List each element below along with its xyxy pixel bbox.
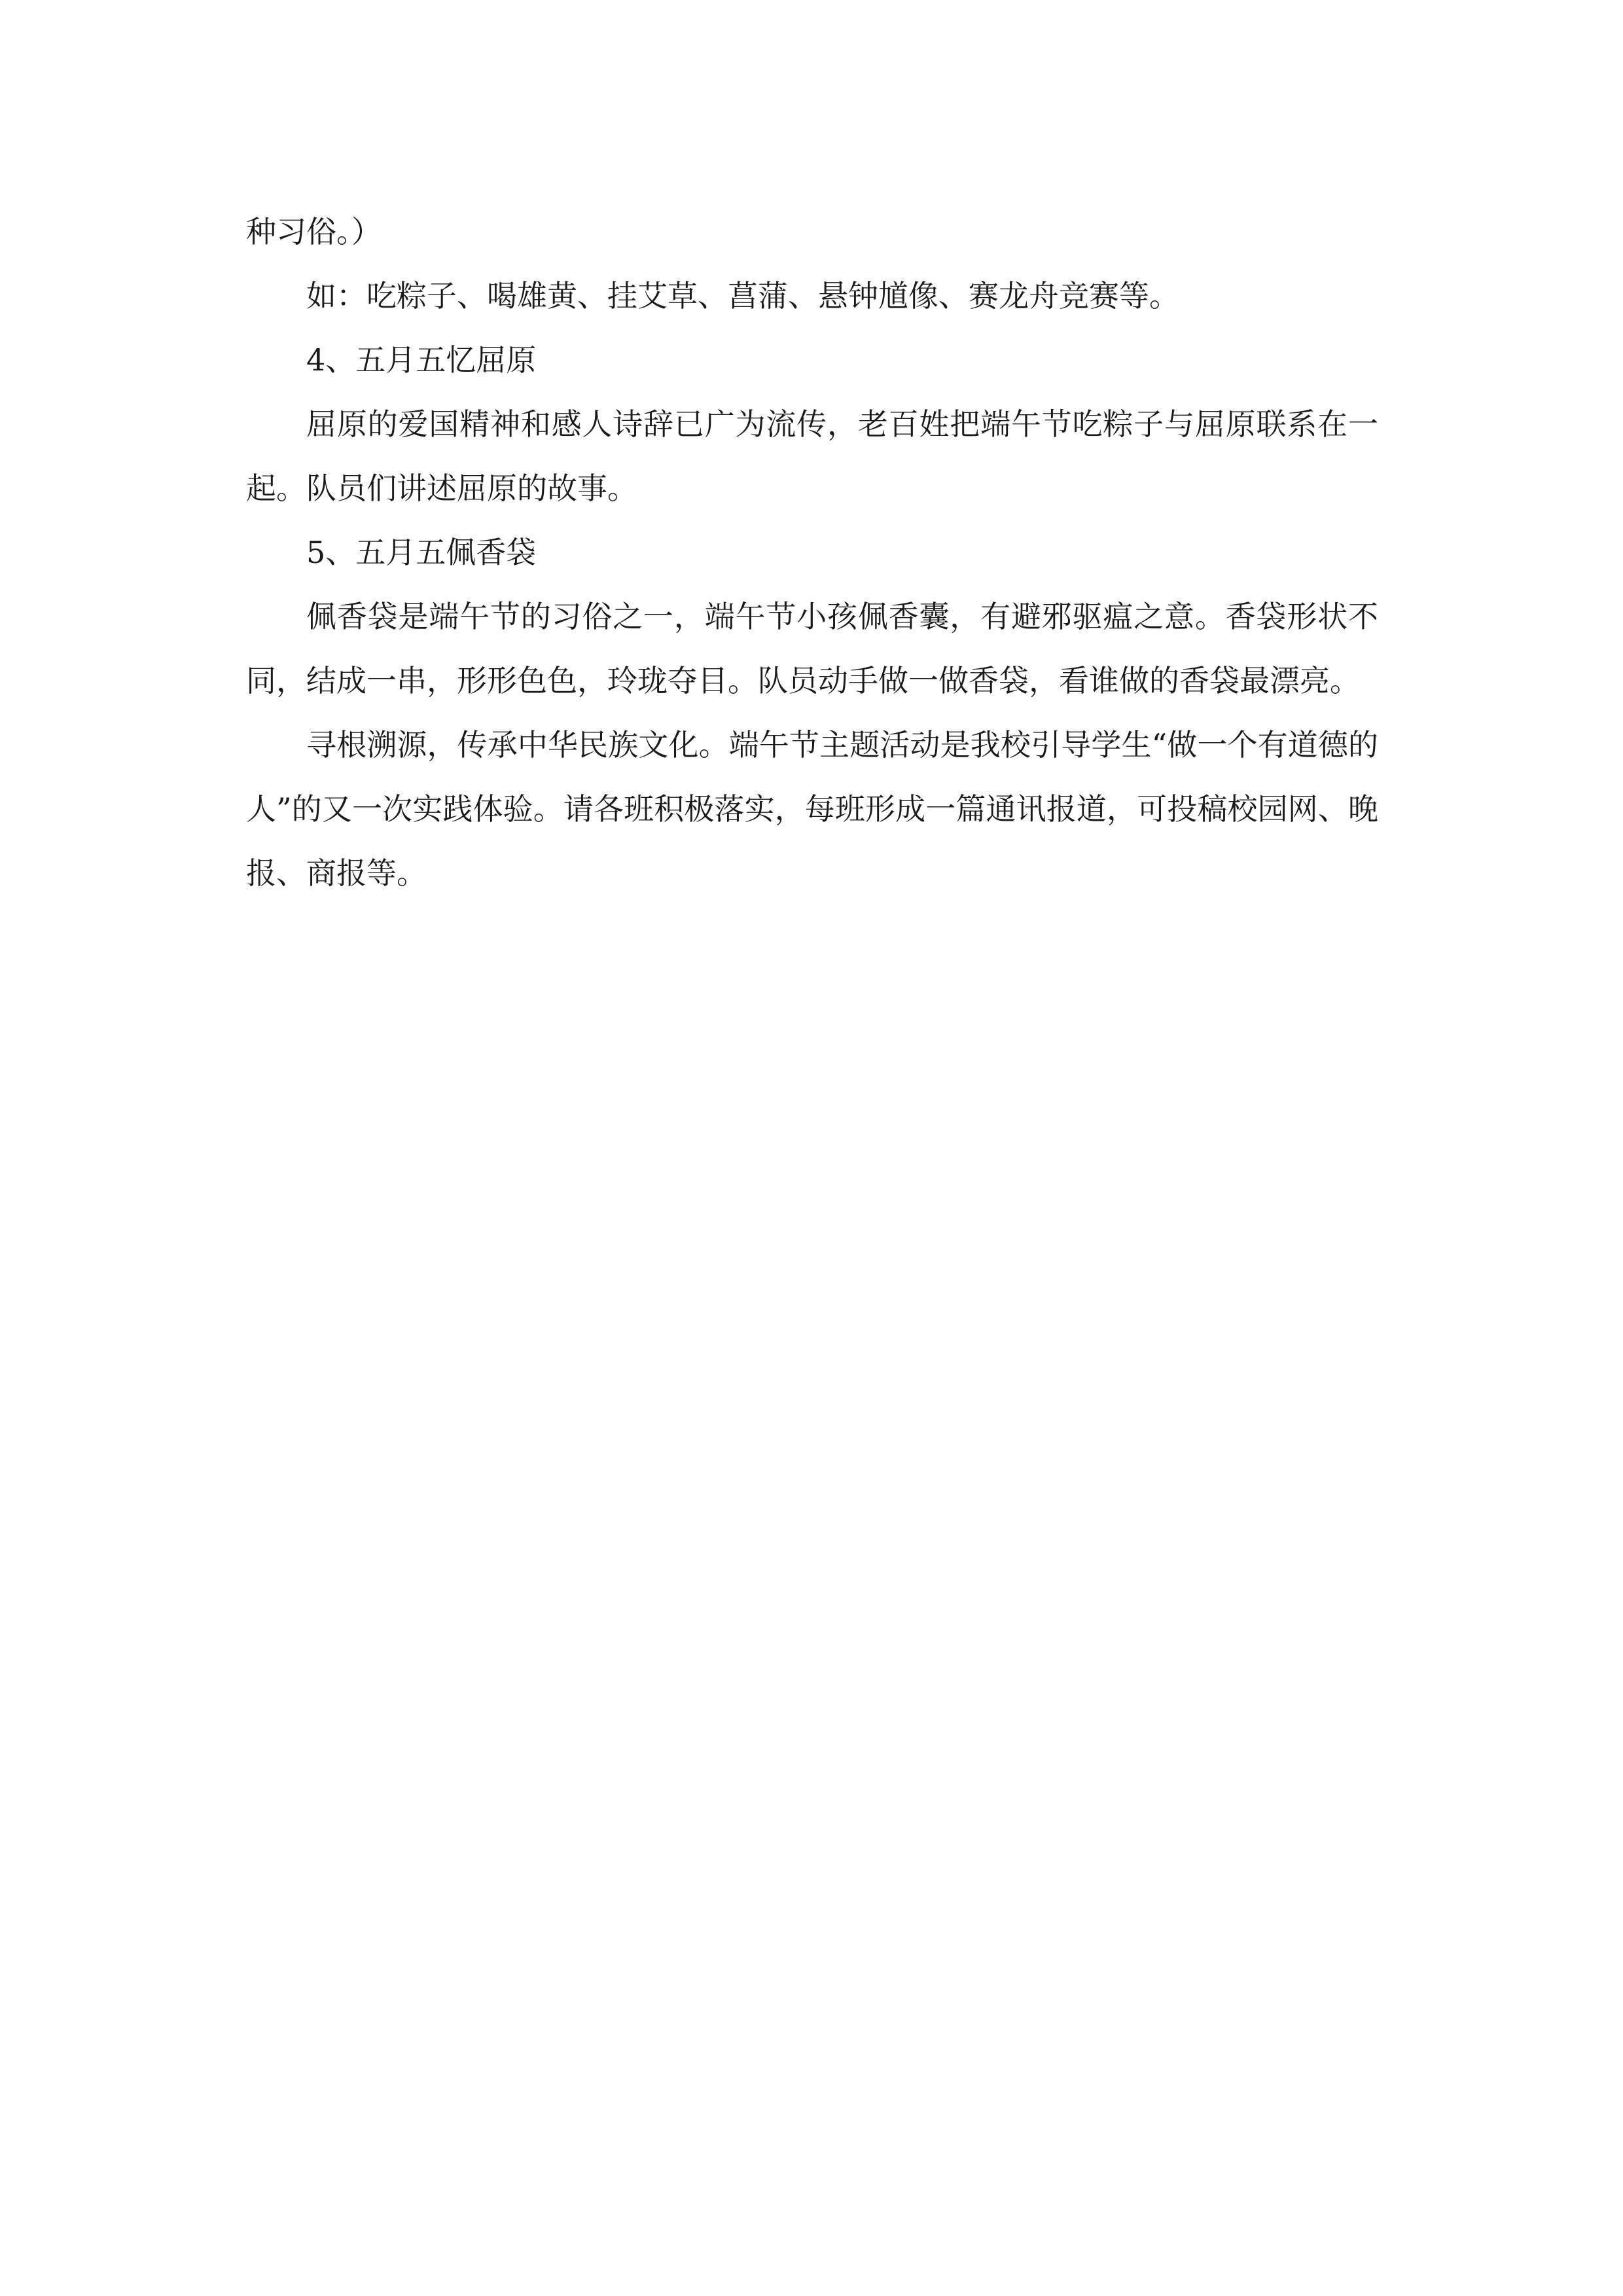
paragraph-qu-yuan: 屈原的爱国精神和感人诗辞已广为流传，老百姓把端午节吃粽子与屈原联系在一起。队员们讲述屈原的故事。 — [246, 406, 1378, 506]
document-body — [246, 200, 1378, 905]
paragraph-sachet: 佩香袋是端午节的习俗之一，端午节小孩佩香囊，有避邪驱瘟之意。香袋形状不同，结成一串，形形色色，玲珑夺目。队员动手做一做香袋，看谁做的香袋最漂亮。 — [246, 599, 1378, 698]
paragraph-customs-continued: 种习俗。） — [246, 214, 382, 249]
section-heading-sachet: 5、五月五佩香袋 — [306, 535, 537, 570]
paragraph-customs-examples: 如：吃粽子、喝雄黄、挂艾草、菖蒲、悬钟馗像、赛龙舟竞赛等。 — [306, 278, 1179, 314]
paragraph-conclusion: 寻根溯源，传承中华民族文化。端午节主题活动是我校引导学生“做一个有道德的人”的又一次实践体验。请各班积极落实，每班形成一篇通讯报道，可投稿校园网、晚报、商报等。 — [246, 727, 1378, 891]
section-heading-qu-yuan: 4、五月五忆屈原 — [306, 342, 537, 378]
